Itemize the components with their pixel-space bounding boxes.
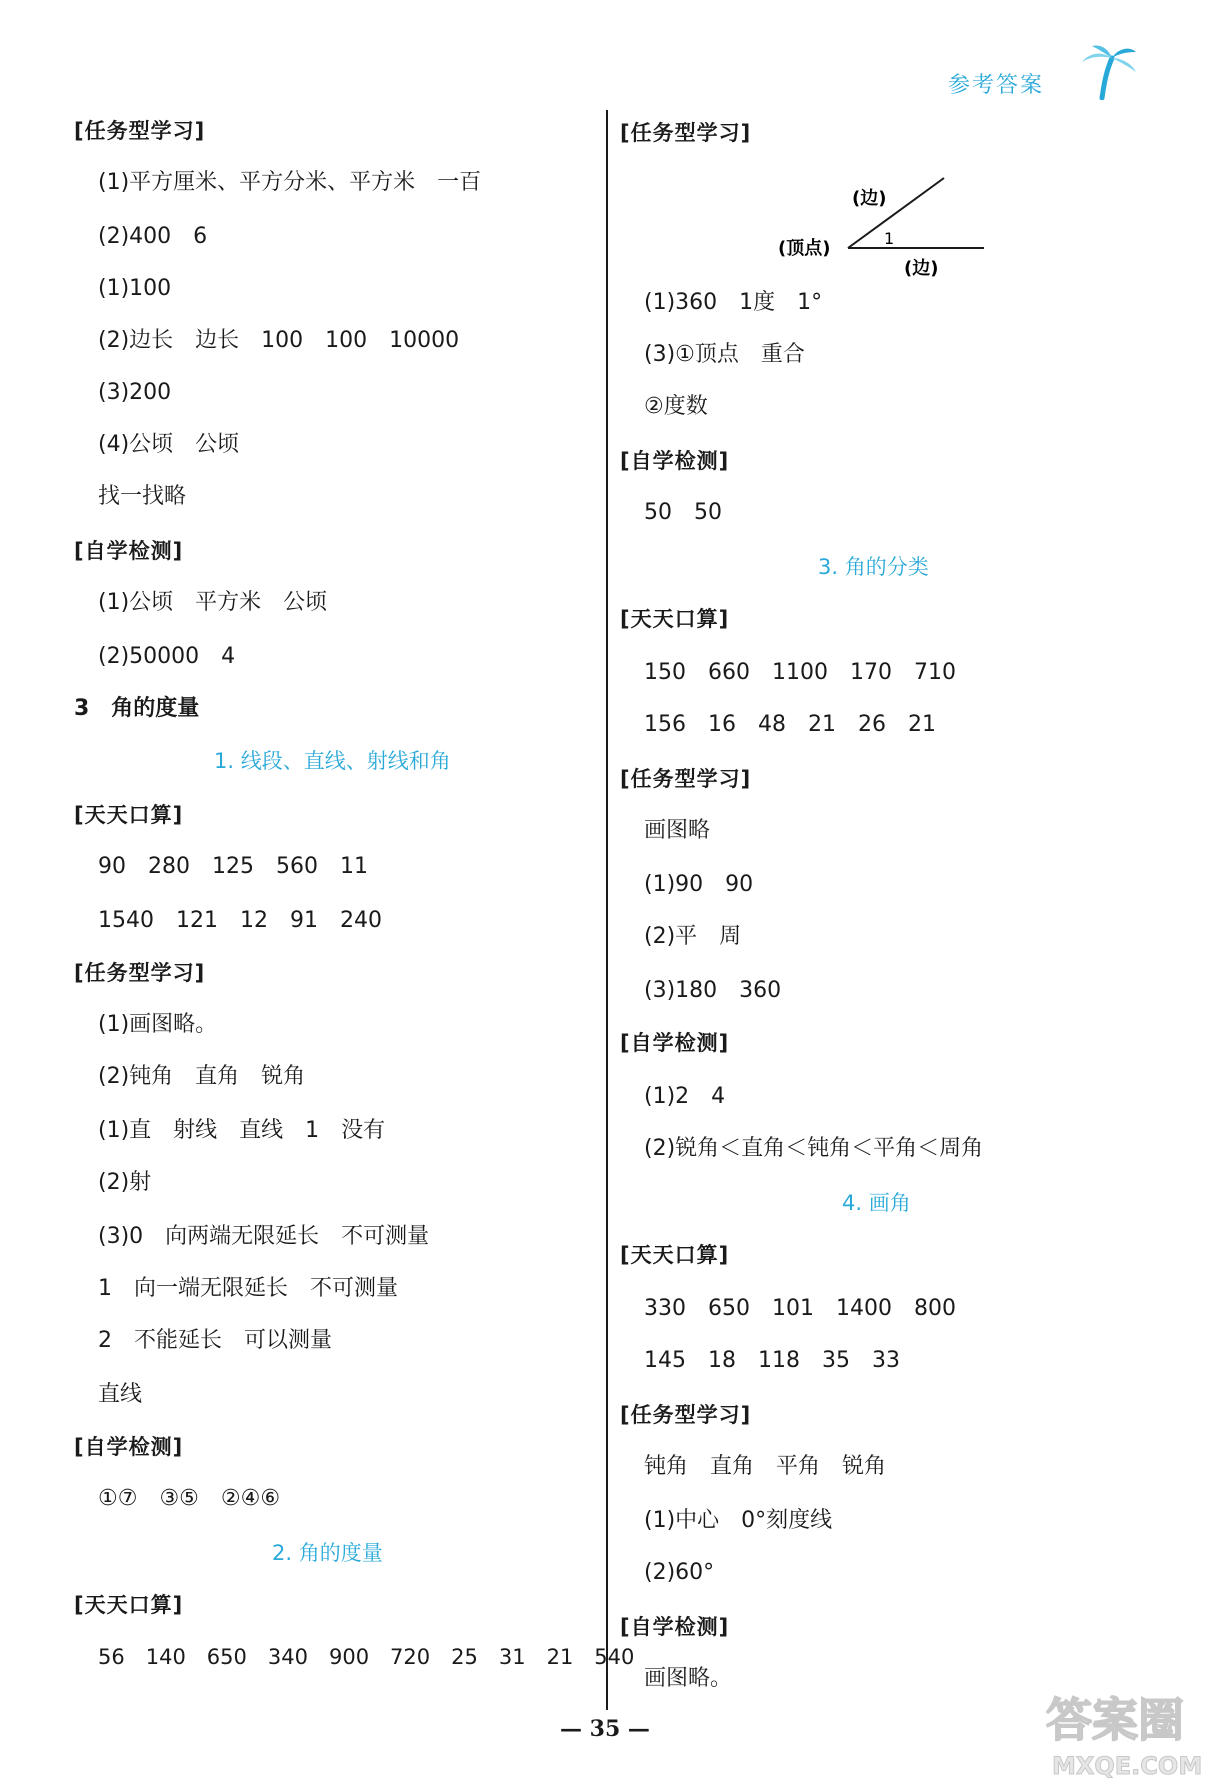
left-heading-task: [任务型学习] <box>74 961 206 985</box>
chapter-title: 3 角的度量 <box>74 696 200 721</box>
right-line: 钝角 直角 平角 锐角 <box>644 1454 887 1479</box>
right-line: (1)360 1度 1° <box>644 290 823 315</box>
left-heading-mental: [天天口算] <box>74 1593 184 1617</box>
right-line: 330 650 101 1400 800 <box>644 1296 956 1321</box>
right-line: (3)180 360 <box>644 978 782 1003</box>
right-line: 画图略。 <box>644 1666 733 1691</box>
right-line: 156 16 48 21 26 21 <box>644 712 936 737</box>
right-heading-task: [任务型学习] <box>620 1403 752 1427</box>
left-line: (3)0 向两端无限延长 不可测量 <box>98 1224 430 1249</box>
watermark-sub: MXQE.COM <box>1052 1752 1203 1780</box>
left-line: (3)200 <box>98 380 172 405</box>
left-line: (1)公顷 平方米 公顷 <box>98 590 328 615</box>
left-line: (2)钝角 直角 锐角 <box>98 1064 306 1089</box>
diagram-angle-mark: 1 <box>884 229 895 248</box>
right-line: (2)60° <box>644 1560 715 1585</box>
left-line: (1)直 射线 直线 1 没有 <box>98 1118 386 1143</box>
left-heading-selftest: [自学检测] <box>74 539 184 563</box>
diagram-vertex: (顶点) <box>778 238 831 259</box>
left-line: 直线 <box>98 1382 143 1407</box>
left-line: 90 280 125 560 11 <box>98 854 368 879</box>
section-title: 1. 线段、直线、射线和角 <box>214 749 451 773</box>
right-line: ②度数 <box>644 394 708 419</box>
right-line: 50 50 <box>644 500 722 525</box>
left-heading-mental: [天天口算] <box>74 803 184 827</box>
diagram-edge-top: (边) <box>852 188 887 209</box>
right-line: (2)平 周 <box>644 924 742 949</box>
left-line: (4)公顷 公顷 <box>98 432 240 457</box>
left-line: 1 向一端无限延长 不可测量 <box>98 1276 398 1301</box>
right-heading-task: [任务型学习] <box>620 767 752 791</box>
right-line: 画图略 <box>644 818 711 843</box>
left-line: ①⑦ ③⑤ ②④⑥ <box>98 1486 281 1511</box>
left-line: (2)400 6 <box>98 224 208 249</box>
right-heading-mental: [天天口算] <box>620 1243 730 1267</box>
page-number: — 35 — <box>560 1716 650 1742</box>
left-line: (1)100 <box>98 276 172 301</box>
right-line: (1)90 90 <box>644 872 754 897</box>
left-line: (1)平方厘米、平方分米、平方米 一百 <box>98 170 482 195</box>
left-line: (2)射 <box>98 1170 152 1195</box>
left-heading-selftest: [自学检测] <box>74 1435 184 1459</box>
right-heading-selftest: [自学检测] <box>620 1031 730 1055</box>
right-heading-task: [任务型学习] <box>620 121 752 145</box>
watermark-logo <box>1042 1678 1218 1788</box>
column-divider <box>606 110 608 1710</box>
right-heading-selftest: [自学检测] <box>620 449 730 473</box>
section-title: 2. 角的度量 <box>272 1541 383 1565</box>
watermark-main: 答案圈 <box>1046 1693 1184 1747</box>
right-line: (3)①顶点 重合 <box>644 342 805 367</box>
right-line: 150 660 1100 170 710 <box>644 660 956 685</box>
left-line: 找一找略 <box>98 484 187 509</box>
diagram-edge-bottom: (边) <box>904 258 939 279</box>
left-line: (1)画图略。 <box>98 1012 218 1037</box>
section-title: 3. 角的分类 <box>818 555 929 579</box>
palm-tree-icon <box>1078 44 1138 100</box>
section-title: 4. 画角 <box>842 1191 911 1215</box>
right-heading-mental: [天天口算] <box>620 607 730 631</box>
right-line: (2)锐角＜直角＜钝角＜平角＜周角 <box>644 1136 984 1161</box>
left-line: 2 不能延长 可以测量 <box>98 1328 332 1353</box>
angle-diagram <box>772 170 994 280</box>
left-line: 56 140 650 340 900 720 25 31 21 540 <box>98 1645 635 1669</box>
left-line: (2)50000 4 <box>98 644 236 669</box>
left-heading-task: [任务型学习] <box>74 119 206 143</box>
right-line: (1)中心 0°刻度线 <box>644 1508 833 1533</box>
left-line: (2)边长 边长 100 100 10000 <box>98 328 460 353</box>
header-title: 参考答案 <box>948 73 1045 98</box>
right-line: 145 18 118 35 33 <box>644 1348 900 1373</box>
right-heading-selftest: [自学检测] <box>620 1615 730 1639</box>
right-line: (1)2 4 <box>644 1084 726 1109</box>
left-line: 1540 121 12 91 240 <box>98 908 382 933</box>
